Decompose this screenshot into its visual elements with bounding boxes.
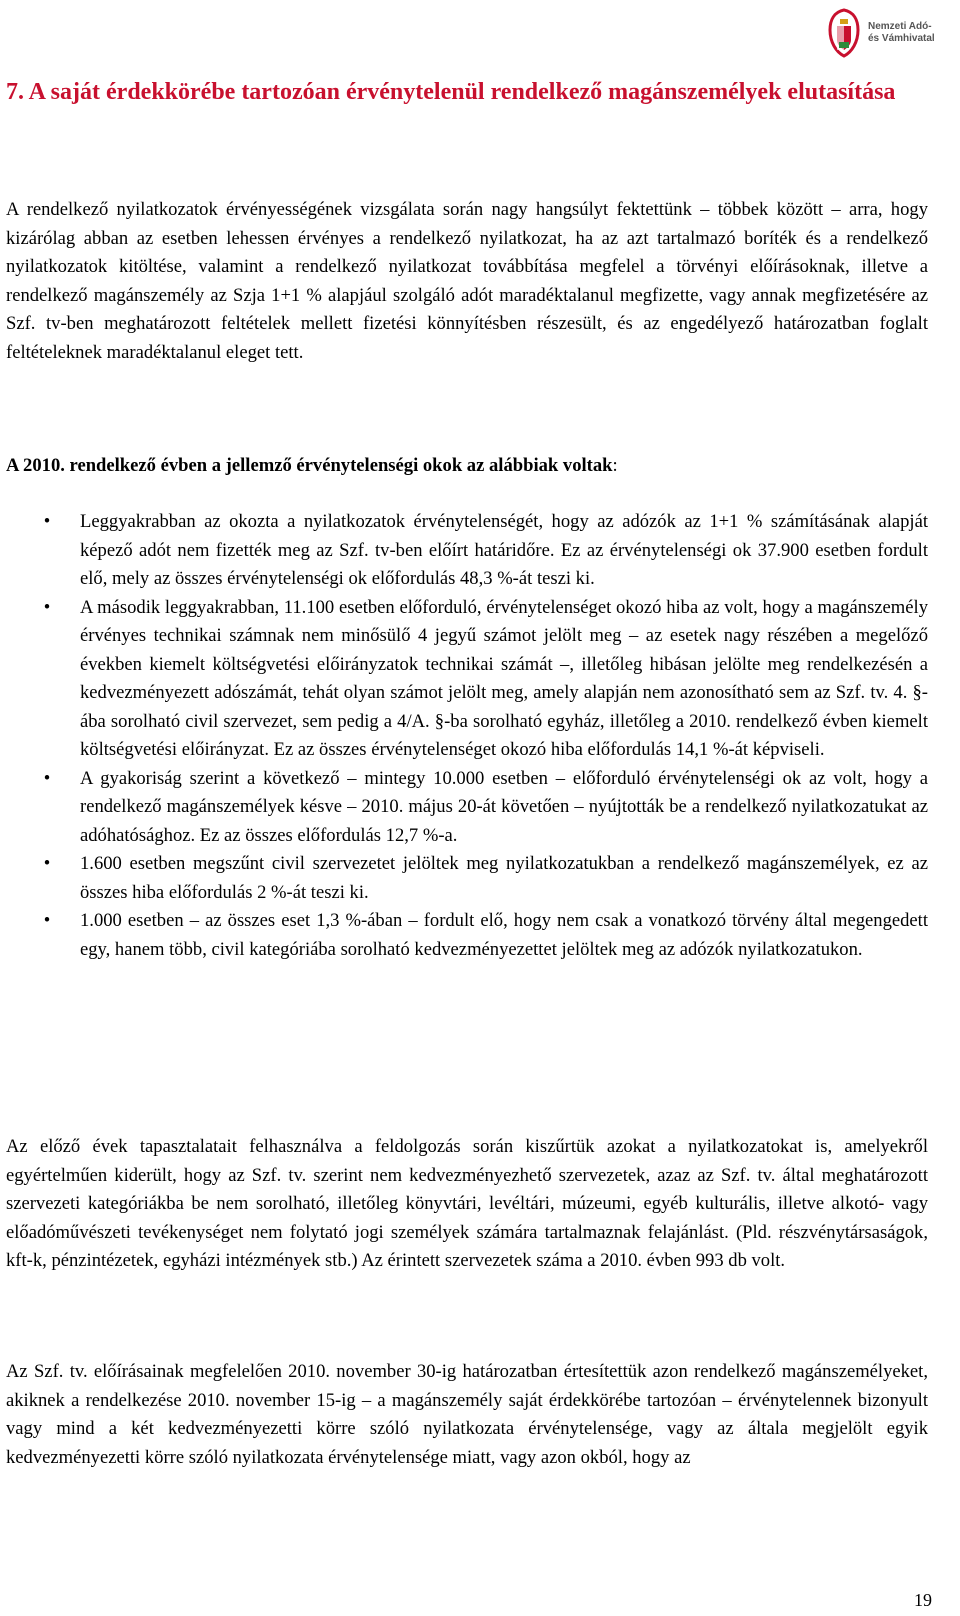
list-item-text: A gyakoriság szerint a következő – mintegy 10.000 esetben – előforduló érvénytelenségi ok az volt, hogy a rendelkező magánszemélyek késve – 2010. május 20-át követően – nyújtották be a rendelkező nyilatkozatukat az adóhatósághoz. Ez az összes előfordulás 12,7 %-a. [80, 767, 928, 846]
list-item [0, 765, 928, 851]
bullet-icon: • [43, 910, 51, 931]
logo-line-2: és Vámhivatal [868, 33, 935, 44]
invalidity-reasons-list [0, 508, 928, 964]
logo-line-1: Nemzeti Adó- [868, 21, 932, 32]
lead-text: A 2010. rendelkező évben a jellemző érvénytelenségi okok az alábbiak voltak [6, 455, 613, 476]
paragraph-filtered-organizations: Az előző évek tapasztalatait felhasználva a feldolgozás során kiszűrtük azokat a nyilatkozatokat is, amelyekről egyértelműen kiderült, hogy az Szf. tv. szerint nem kedvezményezhető szervezetek, azaz az Szf. tv. által meghatározott szervezeti kategóriákba be nem sorolható, illetőleg könyvtári, levéltári, múzeumi, egyéb kulturális, illetve alkotó- vagy előadóművészeti tevékenységet nem folytató jogi személyek számára tartalmaznak felajánlást. (Pld. részvénytársaságok, kft-k, pénzintézetek, egyházi intézmények stb.) Az érintett szervezetek száma a 2010. évben 993 db volt. [6, 1136, 928, 1271]
list-item-text: A második leggyakrabban, 11.100 esetben előforduló, érvénytelenséget okozó hiba az volt, hogy a magánszemély érvényes technikai számnak nem minősülő 4 jegyű számot jelölt meg – az esetek nagy részében a megelőző években kiemelt költségvetési előirányzatok technikai számát –, illetőleg hibásan jelölte meg rendelkezésén a kedvezményezett adószámát, tehát olyan számot jelölt meg, amely alapján nem azonosítható sem az Szf. tv. 4. §-ába sorolható civil szervezet, sem pedig a 4/A. §-ba sorolható egyház, illetőleg a 2010. rendelkező évben kiemelt költségvetési előirányzat. Ez az összes érvénytelenséget okozó hiba előfordulás 14,1 %-át képviseli. [80, 596, 928, 760]
invalidity-reasons-lead [6, 452, 928, 481]
list-item-text: 1.000 esetben – az összes eset 1,3 %-ában – fordult elő, hogy nem csak a vonatkozó törvény által megengedett egy, hanem több, civil kategóriába sorolható kedvezményezettet jelöltek meg az adózók nyilatkozatukon. [80, 910, 928, 960]
bullet-icon: • [43, 596, 51, 618]
hungarian-coat-of-arms-icon [826, 8, 862, 58]
section-heading: 7. A saját érdekkörébe tartozóan érvénytelenül rendelkező magánszemélyek elutasítása [6, 79, 896, 105]
lead-colon: : [612, 455, 618, 476]
list-item [0, 508, 928, 594]
bullet-icon: • [43, 511, 51, 532]
page-number: 19 [914, 1590, 932, 1610]
bullet-icon: • [43, 853, 51, 874]
bullet-icon: • [43, 767, 51, 789]
nav-logo [826, 4, 952, 62]
list-item [0, 594, 928, 765]
list-item [0, 907, 928, 964]
list-item-text: 1.600 esetben megszűnt civil szervezetet jelöltek meg nyilatkozatukban a rendelkező magánszemélyek, ez az összes hiba előfordulás 2 %-át teszi ki. [80, 853, 928, 903]
paragraph-notification: Az Szf. tv. előírásainak megfelelően 2010. november 30-ig határozatban értesítettük azon rendelkező magánszemélyeket, akiknek a rendelkezése 2010. november 15-ig – a magánszemély saját érdekkörébe tartozóan – érvénytelennek bizonyult vagy mind a két kedvezményezetti körre szóló nyilatkozata érvénytelensége, vagy az általa megjelölt egyik kedvezményezetti körre szóló nyilatkozata érvénytelensége miatt, vagy azon okból, hogy az [6, 1361, 928, 1468]
list-item-text: Leggyakrabban az okozta a nyilatkozatok érvénytelenségét, hogy az adózók az 1+1 % számításának alapját képező adót nem fizették meg az Szf. tv-ben előírt határidőre. Ez az érvénytelenségi ok 37.900 esetben fordult elő, mely az összes érvénytelenségi ok előfordulás 48,3 %-át teszi ki. [80, 511, 928, 589]
list-item [0, 850, 928, 907]
paragraph-validity: A rendelkező nyilatkozatok érvényességének vizsgálata során nagy hangsúlyt fektettünk – többek között – arra, hogy kizárólag abban az esetben lehessen érvényes a rendelkező nyilatkozat, ha az azt tartalmazó boríték és a rendelkező nyilatkozatok kitöltése, valamint a rendelkező nyilatkozat továbbítása megfelel a törvényi előírásoknak, illetve a rendelkező magánszemély az Szja 1+1 % alapjául szolgáló adót maradéktalanul megfizette, vagy annak megfizetésére az Szf. tv-ben meghatározott feltételek mellett fizetési könnyítésben részesült, és az engedélyező határozatban foglalt feltételeknek maradéktalanul eleget tett. [6, 199, 928, 363]
